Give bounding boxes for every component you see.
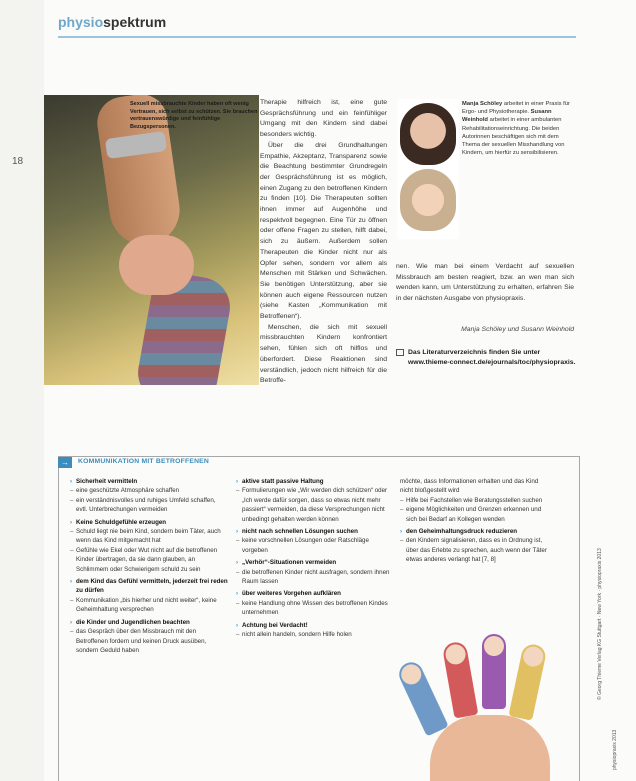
header-rule: [58, 36, 576, 38]
box-heading: › nicht nach schnellen Lösungen suchen: [236, 527, 394, 536]
box-heading: › über weiteres Vorgehen aufklären: [236, 589, 394, 598]
article-column-1: [260, 98, 387, 387]
puppet-finger-1: [395, 658, 448, 736]
paragraph-4: nen. Wie man bei einem Verdacht auf sexuellen Missbrauch am besten reagiert, bzw. an wen man sich wenden kann, um Unterstützung zu erhalten, erfahren Sie in der nächsten Ausgabe von physiopraxis.: [396, 263, 574, 303]
author-name-1: Manja Schöley: [462, 101, 503, 107]
page-number: 18: [12, 156, 24, 167]
palm: [430, 715, 550, 781]
hands-photo: [44, 95, 259, 385]
puppet-face: [484, 636, 504, 656]
puppet-finger-2: [442, 640, 479, 718]
box-list-item: – keine vorschnellen Lösungen oder Ratschläge vorgeben: [236, 536, 394, 555]
vertical-journal: physiopraxis 2013: [612, 729, 618, 770]
author-info: [462, 100, 576, 157]
box-list-item: – Hilfe bei Fachstellen wie Beratungsstellen suchen: [400, 496, 552, 505]
box-list-item: – Gefühle wie Ekel oder Wut nicht auf die betroffenen Kinder übertragen, da sie dann glauben, an Schlimmem oder Schwierigem schuld zu sein: [70, 546, 228, 574]
info-box-column-1: [70, 477, 228, 655]
literature-note: [396, 348, 576, 367]
info-box-column-2: [236, 477, 394, 640]
box-list-item: – Schuld liegt nie beim Kind, sondern beim Täter, auch wenn das Kind mitgemacht hat: [70, 527, 228, 546]
box-heading: › die Kinder und Jugendlichen beachten: [70, 618, 228, 627]
arrow-right-icon: →: [58, 457, 72, 468]
author-text-2: arbeitet in einer ambulanten Rehabilitationseinrichtung. Die beiden Autorinnen beschäftigen sich mit dem Thema der sexuellen Misshandlung von Kindern, um hierfür zu sensibilisieren.: [462, 117, 565, 157]
box-list-item: – eine geschützte Atmosphäre schaffen: [70, 486, 228, 495]
info-box-column-3: [400, 477, 552, 565]
info-box-header: [58, 457, 258, 469]
box-heading: › Sicherheit vermitteln: [70, 477, 228, 486]
paragraph-2: Über die drei Grundhaltungen Empathie, Akzeptanz, Transparenz sowie die Beachtung bestimmter Grundregeln der Gesprächsführung ist es möglich, einen Zugang zu den betroffenen Kindern zu finden [10]. Die Therapeuten sollten ihnen immer auf Augenhöhe und respektvoll begegnen. Eine Tür zu öffnen oder offene Fragen zu stellen, hilft dabei, sich zu äußern. Außerdem sollen Therapeuten die Kinder nicht nur als Opfer sehen, sondern vor allem als Menschen mit Stärken und Schwächen. Sie benötigen Unterstützung, aber sie können auch eigene Ressourcen nutzen (siehe Kasten „Kommunikation mit Betroffenen“).: [260, 141, 387, 321]
box-heading: › Achtung bei Verdacht!: [236, 621, 394, 630]
holding-hands: [119, 235, 194, 295]
article-column-2: [396, 262, 574, 305]
author-portrait-2: [400, 169, 456, 231]
box-list-item: – Formulierungen wie „Wir werden dich schützen“ oder „Ich werde dafür sorgen, dass so etwas nicht mehr passiert“ vermeiden, da diese Versprechungen nicht unbedingt gehalten werden können: [236, 486, 394, 524]
box-list-item: – das Gespräch über den Missbrauch mit den Betroffenen fordern und keinen Druck ausüben, sondern Geduld haben: [70, 627, 228, 655]
puppet-face: [521, 645, 545, 669]
box-heading: › „Verhör“-Situationen vermeiden: [236, 558, 394, 567]
puppet-finger-4: [508, 642, 547, 720]
author-name-2: Susann Weinhold: [462, 109, 552, 124]
box-list-item: – ein verständnisvolles und ruhiges Umfeld schaffen, evtl. Unterbrechungen vermeiden: [70, 496, 228, 515]
box-list-item: – den Kindern signalisieren, dass es in Ordnung ist, über das Erlebte zu sprechen, auch wenn der Täter etwas anderes verlangt hat [7, 8]: [400, 536, 552, 564]
header-part-2: spektrum: [103, 14, 167, 30]
puppet-face: [444, 643, 467, 666]
box-list-item: – keine Handlung ohne Wissen des betroffenen Kindes unternehmen: [236, 599, 394, 618]
box-heading: › Keine Schuldgefühle erzeugen: [70, 518, 228, 527]
header-part-1: physio: [58, 14, 104, 30]
author-signature: Manja Schöley und Susann Weinhold: [461, 326, 574, 333]
box-list-item: möchte, dass Informationen erhalten und das Kind nicht bloßgestellt wird: [400, 478, 539, 495]
author-portraits: [397, 99, 459, 239]
box-heading: › aktive statt passive Haltung: [236, 477, 394, 486]
info-box-title: KOMMUNIKATION MIT BETROFFENEN: [78, 458, 210, 465]
finger-puppets-photo: [370, 620, 580, 781]
author-text-1: arbeitet in einer Praxis für Ergo- und Physiotherapie.: [462, 101, 570, 116]
box-heading: › den Geheimhaltungsdruck reduzieren: [400, 527, 552, 536]
box-heading: › dem Kind das Gefühl vermitteln, jederzeit frei reden zu dürfen: [70, 577, 228, 596]
document-icon: [396, 349, 404, 356]
page-header: [58, 14, 166, 30]
literature-text: Das Literaturverzeichnis finden Sie unter www.thieme-connect.de/ejournals/toc/physiopraxis.: [408, 349, 576, 366]
box-list-item: – Kommunikation „bis hierher und nicht weiter“, keine Geheimhaltung versprechen: [70, 596, 228, 615]
box-list-item: – nicht allein handeln, sondern Hilfe holen: [236, 630, 394, 639]
paragraph-1: Therapie hilfreich ist, eine gute Gesprächsführung und ein feinfühliger Umgang mit den Kindern sind dabei besonders wichtig.: [260, 99, 387, 139]
author-portrait-1: [400, 103, 456, 165]
puppet-face: [398, 661, 425, 688]
puppet-finger-3: [482, 634, 506, 709]
vertical-credit: © Georg Thieme Verlag KG Stuttgart · New York · physiopraxis 2013: [597, 548, 603, 700]
box-list-item: – die betroffenen Kinder nicht ausfragen, sondern ihnen Raum lassen: [236, 568, 394, 587]
photo-caption: Sexuell missbrauchte Kinder haben oft wenig Vertrauen, sich selbst zu schützen. Sie brauchen vertrauenswürdige und feinfühlige Bezugspersonen.: [130, 101, 258, 130]
left-margin: [0, 0, 44, 781]
paragraph-3: Menschen, die sich mit sexuell missbrauchten Kindern konfrontiert sehen, fühlen sich oft hilflos und überfordert. Diese Reaktionen sind verständlich, jedoch nicht hilfreich für die Betroffe-: [260, 323, 387, 385]
box-list-item: – eigene Möglichkeiten und Grenzen erkennen und sich bei Bedarf an Kollegen wenden: [400, 505, 552, 524]
